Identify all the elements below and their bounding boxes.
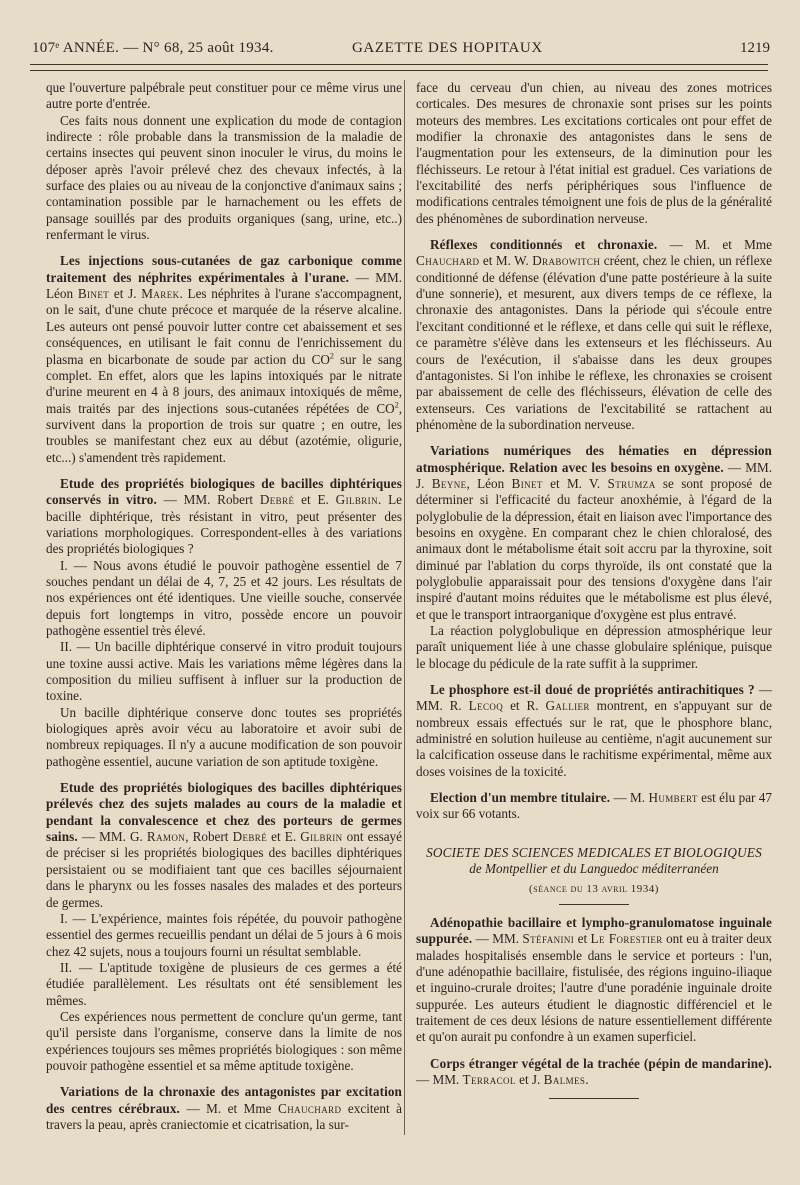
paragraph: I. — Nous avons étudié le pouvoir pathogène essentiel de 7 souches pendant un délai de 4, 7, 25 et 42 jours. Les résultats de nos expériences ont été identiques. Une vieille souche, conservée depuis fort longtemps in vitro, possède encore un pouvoir pathogène essentiel très élevé. bbox=[46, 557, 402, 638]
communication: Variations de la chronaxie des antagonistes par excitation des centres cérébraux. — M. et Mme Chauchard excitent à travers la peau, après craniectomie et cicatrisation, la sur- bbox=[46, 1084, 402, 1132]
author: Debré bbox=[259, 492, 295, 508]
communication: Adénopathie bacillaire et lympho-granulomatose inguinale suppurée. — MM. Stéfanini et Le Forestier ont eu à traiter deux malades hospitalisés ensemble dans le service et porteurs : l'un, d'une adénopathie bacillaire, fistulisée, des régions inguino-iliaque et inguino-crurale droites; l'autre d'une poradénie inguinale droite suppurée. Les auteurs étudient le diagnostic différenciel et le traitement de ces deux lésions de nature essentiellement différente et qu'on aurait pu confondre à un examen superficiel. bbox=[416, 914, 772, 1045]
author: Beyne bbox=[431, 475, 467, 491]
author: Humbert bbox=[648, 790, 698, 806]
communication: Election d'un membre titulaire. — M. Humbert est élu par 47 voix sur 66 votants. bbox=[416, 790, 772, 822]
author: Binet bbox=[511, 475, 543, 491]
communication: Variations numériques des hématies en dépression atmosphérique. Relation avec les besoins en oxygène. — MM. J. Beyne, Léon Binet et M. V. Strumza se sont proposé de déterminer si l'efficacité du facteur anoxhémie, à l'égard de la polyglobulie de la dépression, était en liaison avec l'importance des besoins en oxygène. En comparant chez le chien chloralosé, des animaux dont le métabolisme était soit accru par la thyroxine, soit diminué par l'ablation du corps thyroïde, ils ont constaté que la polyglobulie apparaissait pour des tensions d'oxygène dans l'air inspiré d'autant moins réduites que le métabolisme est plus élevé, et que le transport intraorganique d'oxygène est plus entravé. bbox=[416, 443, 773, 622]
author: Marek bbox=[141, 286, 180, 302]
paragraph: II. — Un bacille diphtérique conservé in vitro produit toujours une toxine aussi active. Mais les variations même légères dans la composition du milieu suffisent à influer sur la production de toxine. bbox=[46, 639, 402, 704]
paragraph: Ces faits nous donnent une explication du mode de contagion indirecte : rôle probable dans la transmission de la maladie de certains insectes qui peuvent sinon inoculer le virus, du moins le déposer après l'avoir prélevé chez des chevaux infectés, à la surface des plaies ou au niveau de la conjonctive d'animaux sains ; contamination possible par le harnachement ou les effets de pansage souillés par des produits organiques (sang, urine, etc..) renfermant le virus. bbox=[46, 112, 402, 243]
author: Lecoq bbox=[468, 698, 504, 714]
author: Drabowitch bbox=[532, 253, 601, 269]
communication-title: Les injections sous-cutanées de gaz carbonique comme traitement des néphrites expérimentales à l'urane. bbox=[46, 253, 402, 285]
left-column bbox=[46, 80, 402, 1133]
author: Binet bbox=[77, 286, 110, 302]
author: Gallier bbox=[545, 698, 590, 714]
communication-title: Etude des propriétés biologiques des bacilles diphtériques prélevés chez des sujets malades au cours de la maladie et pendant la convalescence et chez des porteurs de germes sains. bbox=[46, 780, 402, 845]
journal-title: GAZETTE DES HOPITAUX bbox=[352, 40, 543, 56]
end-rule bbox=[549, 1098, 639, 1099]
communication-title: Etude des propriétés biologiques de bacilles diphtériques conservés in vitro. bbox=[46, 475, 402, 508]
paragraph: I. — L'expérience, maintes fois répétée, du pouvoir pathogène essentiel des germes recueillis pendant un délai de 5 jours à 6 mois chez 42 sujets, nous a toujours fourni un résultat semblable. bbox=[46, 910, 402, 959]
communication: Etude des propriétés biologiques des bacilles diphtériques prélevés chez des sujets malades au cours de la maladie et pendant la convalescence et chez des porteurs de germes sains. — MM. G. Ramon, Robert Debré et E. Gilbrin ont essayé de préciser si les propriétés biologiques des bacilles diphtériques persistaient ou se modifiaient tant que ces bacilles séjournaient dans le pharynx ou les fosses nasales des malades et des porteurs de germes. bbox=[46, 780, 403, 910]
communication-title: Le phosphore est-il doué de propriétés antirachitiques ? bbox=[430, 682, 755, 698]
issue-info: 107ᵉ ANNÉE. — N° 68, 25 août 1934. bbox=[32, 40, 274, 56]
paragraph: que l'ouverture palpébrale peut constituer pour ce même virus une autre porte d'entrée. bbox=[46, 80, 402, 112]
communication: Réflexes conditionnés et chronaxie. — M. et Mme Chauchard et M. W. Drabowitch créent, chez le chien, un réflexe conditionné de défense (élévation d'une patte postérieure à la suite d'une sonnerie), et mesurent, aux divers temps de ce réflexe, la chronaxie des antagonistes. Dans la période qui s'écoule entre l'excitant conditionné et le réflexe, et dans celle qui suit le réflexe, ce paramètre s'élève dans les extenseurs et les fléchisseurs. Au cours de l'exécution, il s'abaisse dans les deux groupes d'antagonistes. Si l'on inhibe le réflexe, les chronaxies se croisent par abaissement de celle des fléchisseurs, élévation de celle des extenseurs. Ces variations de l'excitabilité se rattachent au phénomène de la subordination nerveuse. bbox=[416, 237, 772, 432]
paragraph: face du cerveau d'un chien, au niveau des zones motrices corticales. Des mesures de chronaxie sont prises sur les points moteurs des membres. Les excitations corticales ont pour effet de modifier la chronaxie des antagonistes dans le sens de l'augmentation pour les extenseurs, de la diminution pour les fléchisseurs. Le retour à l'état initial est graduel. Ces variations de l'excitabilité des nerfs périphériques sous l'influence de modifications centrales témoignent une fois de plus de la généralité des phénomènes de subordination nerveuse. bbox=[416, 80, 772, 226]
society-heading bbox=[416, 845, 772, 905]
author: Gilbrin bbox=[300, 829, 343, 845]
column-divider bbox=[404, 80, 405, 1135]
society-name: SOCIETE DES SCIENCES MEDICALES ET BIOLOGIQUES bbox=[426, 844, 762, 860]
communication: Les injections sous-cutanées de gaz carbonique comme traitement des néphrites expérimentales à l'urane. — MM. Léon Binet et J. Marek. Les néphrites à l'urane s'accompagnent, on le sait, d'une chute précoce et marquée de la réserve alcaline. Les auteurs ont pensé pouvoir lutter contre cet abaissement et ses conséquences, en utilisant le fait connu de l'enrichissement du plasma en bicarbonate de soude par action du $CO^2$ sur le sang complet. En effet, alors que les lapins intoxiqués par le nitrate d'urine meurent en 4 à 8 jours, des animaux intoxiqués de même, mais traités par des injections sous-cutanées répétées de $CO^2$, survivent dans la proportion de trois sur quatre ; en outre, les troubles se manifestant chez eux au début (azotémie, oligurie, etc...) s'amendent très rapidement. bbox=[46, 253, 403, 465]
page-header bbox=[32, 36, 770, 60]
session-date: (séance du 13 avril 1934) bbox=[529, 883, 659, 896]
paragraph: II. — L'aptitude toxigène de plusieurs de ces germes a été étudiée parallèlement. Les résultats ont été sensiblement les mêmes. bbox=[46, 959, 402, 1008]
author: Strumza bbox=[607, 475, 656, 491]
society-location: de Montpellier et du Languedoc méditerranéen bbox=[469, 861, 719, 877]
author: Stéfanini bbox=[522, 931, 575, 947]
communication: Corps étranger végétal de la trachée (pépin de mandarine). — MM. Terracol et J. Balmes. bbox=[416, 1055, 772, 1087]
communication-title: Corps étranger végétal de la trachée (pépin de mandarine). bbox=[430, 1055, 772, 1071]
author: Ramon bbox=[146, 829, 186, 845]
header-rule-thin bbox=[30, 70, 768, 71]
author: Terracol bbox=[462, 1071, 516, 1087]
paragraph: La réaction polyglobulique en dépression atmosphérique leur paraît uniquement liée à une chasse globulaire splénique, puisque le blocage du pédicule de la rate suffit à la supprimer. bbox=[416, 623, 772, 671]
author: Balmes bbox=[543, 1071, 586, 1087]
communication-title: Réflexes conditionnés et chronaxie. bbox=[430, 237, 658, 253]
author: Chauchard bbox=[278, 1100, 342, 1116]
communication-title: Election d'un membre titulaire. bbox=[430, 790, 611, 806]
paragraph: Ces expériences nous permettent de conclure qu'un germe, tant qu'il persiste dans l'organisme, conserve dans la limite de nos expériences toujours ses mêmes propriétés biologiques : son même pouvoir pathogène essentiel et sa même aptitude toxigène. bbox=[46, 1008, 402, 1073]
section-rule bbox=[559, 904, 629, 905]
header-rule bbox=[30, 64, 768, 65]
page-number: 1219 bbox=[740, 40, 770, 56]
communication: Le phosphore est-il doué de propriétés antirachitiques ? — MM. R. Lecoq et R. Gallier montrent, en s'appuyant sur de nombreux essais effectués sur le rat, que le phosphore blanc, administré en solution huileuse au centième, n'agit aucunement sur la calcification osseuse dans le rachitisme expérimental, même aux doses voisines de la toxicité. bbox=[416, 682, 773, 779]
communication-title: Variations de la chronaxie des antagonistes par excitation des centres cérébraux. bbox=[46, 1084, 402, 1116]
communication-title: Variations numériques des hématies en dépression atmosphérique. Relation avec les besoins en oxygène. bbox=[416, 443, 772, 475]
paragraph: Un bacille diphtérique conserve donc toutes ses propriétés biologiques après avoir vécu au laboratoire et avoir subi de nombreux repiquages. Il n'y a aucune modification de son pouvoir pathogène essentiel, aucune variation de son aptitude toxigène. bbox=[46, 704, 402, 769]
communication-title: Adénopathie bacillaire et lympho-granulomatose inguinale suppurée. bbox=[416, 914, 772, 947]
communication: Etude des propriétés biologiques de bacilles diphtériques conservés in vitro. — MM. Robert Debré et E. Gilbrin. Le bacille diphtérique, très résistant in vitro, peut présenter des variations morphologiques. Correspondent-elles à des variations des propriétés biologiques ? bbox=[46, 475, 402, 557]
author: Chauchard bbox=[416, 253, 480, 269]
right-column bbox=[416, 80, 772, 1107]
author: Gilbrin bbox=[335, 492, 378, 508]
author: Le Forestier bbox=[590, 931, 663, 947]
author: Debré bbox=[232, 829, 268, 845]
